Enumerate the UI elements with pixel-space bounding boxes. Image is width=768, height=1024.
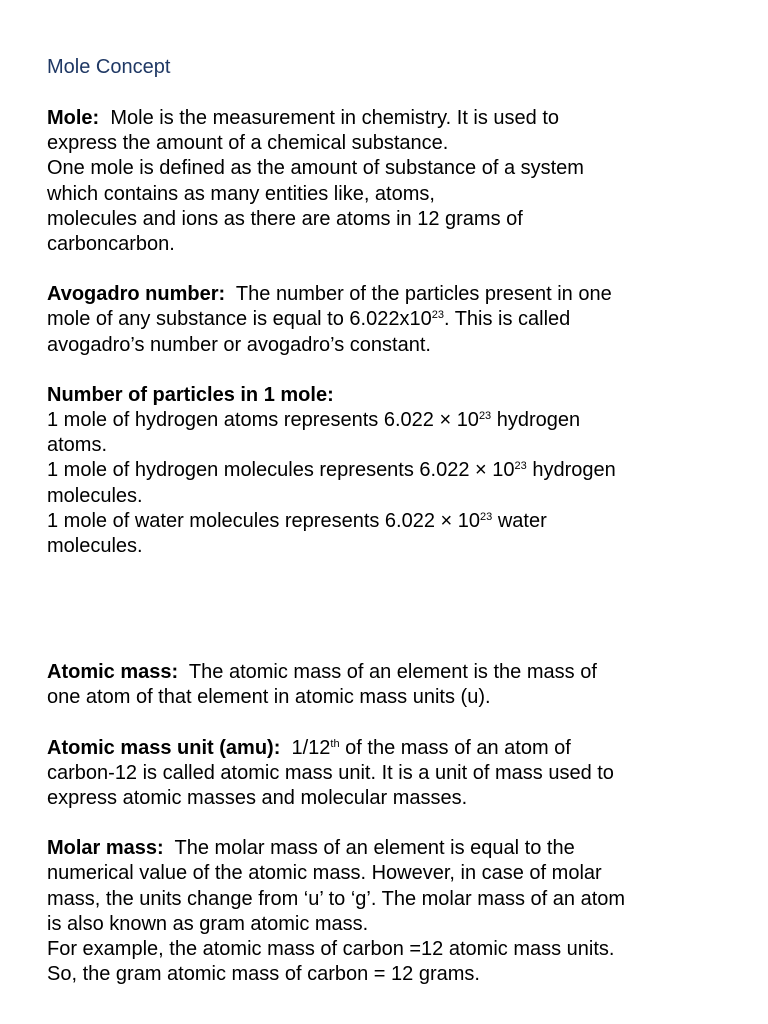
amu-section [47, 736, 747, 812]
particles-section [47, 383, 747, 559]
atomic-mass-term: Atomic mass: [47, 661, 179, 684]
molar-mass-line-4: is also known as gram atomic mass. [47, 912, 369, 935]
avogadro-section [47, 282, 747, 358]
mole-line-2: express the amount of a chemical substance. [47, 132, 449, 155]
atomic-mass-line-2: one atom of that element in atomic mass units (u). [47, 686, 491, 709]
molar-mass-line-2: numerical value of the atomic mass. However, in case of molar [47, 862, 602, 885]
amu-line-1-post: of the mass of an atom of [345, 736, 571, 759]
hydrogen-atoms-pre: 1 mole of hydrogen atoms represents 6.022 × 10 [47, 409, 479, 432]
hydrogen-molecules-pre: 1 mole of hydrogen molecules represents 6.022 × 10 [47, 459, 515, 482]
amu-term: Atomic mass unit (amu): [47, 736, 281, 759]
avogadro-line-2-post: . This is called [443, 308, 571, 331]
amu-line-2: carbon-12 is called atomic mass unit. It is a unit of mass used to [47, 761, 614, 784]
water-molecules-cont: molecules. [47, 535, 143, 558]
particles-heading: Number of particles in 1 mole: [47, 383, 334, 406]
document-title: Mole Concept [47, 56, 171, 78]
document-page [47, 55, 747, 1012]
hydrogen-molecules-cont: molecules. [47, 484, 143, 507]
hydrogen-molecules-post: hydrogen [532, 459, 616, 482]
avogadro-line-2-pre: mole of any substance is equal to 6.022x10 [47, 308, 432, 331]
molar-mass-line-1: The molar mass of an element is equal to the [174, 837, 575, 860]
molar-mass-section [47, 836, 747, 987]
molar-mass-line-5: For example, the atomic mass of carbon =12 atomic mass units. [47, 938, 615, 961]
amu-line-3: express atomic masses and molecular masses. [47, 787, 468, 810]
mole-line-3: One mole is defined as the amount of substance of a system [47, 157, 584, 180]
atomic-mass-section [47, 660, 747, 710]
avogadro-exponent: 23 [431, 309, 444, 322]
amu-ordinal: th [330, 737, 340, 750]
water-molecules-pre: 1 mole of water molecules represents 6.022 × 10 [47, 509, 481, 532]
water-molecules-post: water [497, 509, 547, 532]
molar-mass-term: Molar mass: [47, 837, 164, 860]
hydrogen-atoms-post: hydrogen [496, 409, 581, 432]
hydrogen-molecules-exponent: 23 [514, 460, 527, 473]
molar-mass-line-6: So, the gram atomic mass of carbon = 12 grams. [47, 963, 480, 986]
mole-line-4: which contains as many entities like, atoms, [47, 182, 435, 205]
amu-line-1-pre: 1/12 [291, 736, 331, 759]
mole-term: Mole: [47, 107, 100, 129]
mole-line-6: carboncarbon. [47, 233, 175, 256]
avogadro-line-3: avogadro’s number or avogadro’s constant. [47, 333, 431, 356]
mole-line-1: Mole is the measurement in chemistry. It is used to [110, 107, 560, 129]
hydrogen-atoms-cont: atoms. [47, 434, 108, 457]
mole-section [47, 106, 747, 257]
hydrogen-atoms-exponent: 23 [478, 410, 492, 423]
avogadro-line-1: The number of the particles present in one [235, 283, 612, 306]
molar-mass-line-3: mass, the units change from ‘u’ to ‘g’. The molar mass of an atom [47, 887, 626, 910]
section-spacer [47, 584, 747, 660]
mole-line-5: molecules and ions as there are atoms in 12 grams of [47, 207, 523, 230]
water-molecules-exponent: 23 [480, 510, 493, 523]
avogadro-term: Avogadro number: [47, 283, 226, 306]
atomic-mass-line-1: The atomic mass of an element is the mass of [188, 661, 597, 684]
